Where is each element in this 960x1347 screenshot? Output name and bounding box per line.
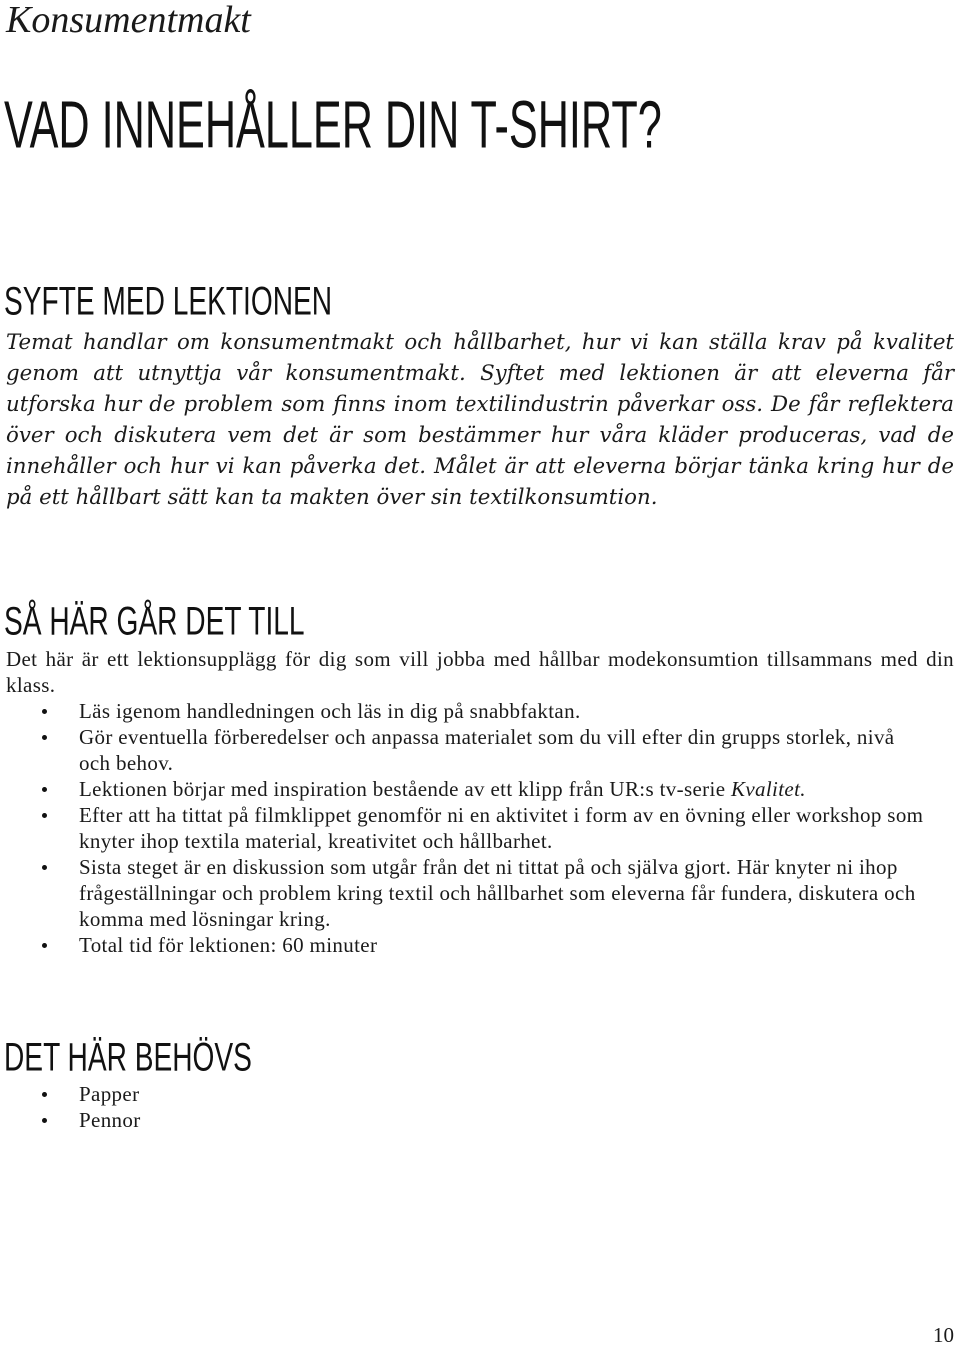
list-item-text: Sista steget är en diskussion som utgår från det ni tittat på och själva gjort. Här knyter ni ihop frågeställningar och problem kring textil och hållbarhet som eleverna får fundera, diskutera och komma med lösningar kring. [79, 855, 916, 931]
sa-har-lead: Det här är ett lektionsupplägg för dig som vill jobba med hållbar modekonsumtion tillsammans med din klass. [6, 647, 954, 697]
page-title: VAD INNEHÅLLER DIN T-SHIRT? [4, 87, 662, 163]
series-title: Kvalitet. [730, 777, 806, 801]
list-item-text: Efter att ha tittat på filmklippet genomför ni en aktivitet i form av en övning eller workshop som knyter ihop textila material, kreativitet och hållbarhet. [79, 803, 924, 853]
bullet-icon [42, 1118, 47, 1123]
list-item [6, 1081, 406, 1107]
steps-list [6, 698, 926, 958]
syfte-paragraph: Temat handlar om konsumentmakt och hållbarhet, hur vi kan ställa krav på kvalitet genom att utnyttja vår konsumentmakt. Syftet med lektionen är att eleverna får utforska hur de problem som finns inom textilindustrin påverkar oss. De får reflektera över och diskutera vem det är som bestämmer hur våra kläder produceras, vad de innehåller och hur vi kan påverka det. Målet är att eleverna börjar tänka kring hur de på ett hållbart sätt kan ta makten över sin textilkonsumtion. [6, 330, 954, 511]
list-item [6, 776, 926, 802]
bullet-icon [42, 1092, 47, 1097]
section-kicker: Konsumentmakt [6, 0, 251, 41]
bullet-icon [42, 813, 47, 818]
list-item-text: Läs igenom handledningen och läs in dig på snabbfaktan. [79, 699, 581, 723]
list-item [6, 854, 926, 932]
list-item-text: Gör eventuella förberedelser och anpassa materialet som du vill efter din grupps storlek, nivå och behov. [79, 725, 895, 775]
bullet-icon [42, 865, 47, 870]
list-item [6, 1107, 406, 1133]
page-number: 10 [933, 1323, 954, 1347]
list-item-text: Total tid för lektionen: 60 minuter [79, 933, 378, 957]
list-item [6, 932, 926, 958]
bullet-icon [42, 943, 47, 948]
bullet-icon [42, 787, 47, 792]
list-item [6, 802, 926, 854]
list-item [6, 698, 926, 724]
sa-har-heading: SÅ HÄR GÅR DET TILL [4, 600, 305, 645]
list-item-text: Lektionen börjar med inspiration bestående av ett klipp från UR:s tv-serie [79, 777, 731, 801]
bullet-icon [42, 735, 47, 740]
list-item-text: Pennor [79, 1108, 141, 1132]
materials-list [6, 1081, 406, 1133]
list-item-text: Papper [79, 1082, 140, 1106]
behovs-heading: DET HÄR BEHÖVS [4, 1036, 252, 1081]
bullet-icon [42, 709, 47, 714]
syfte-heading: SYFTE MED LEKTIONEN [4, 280, 333, 325]
list-item [6, 724, 926, 776]
